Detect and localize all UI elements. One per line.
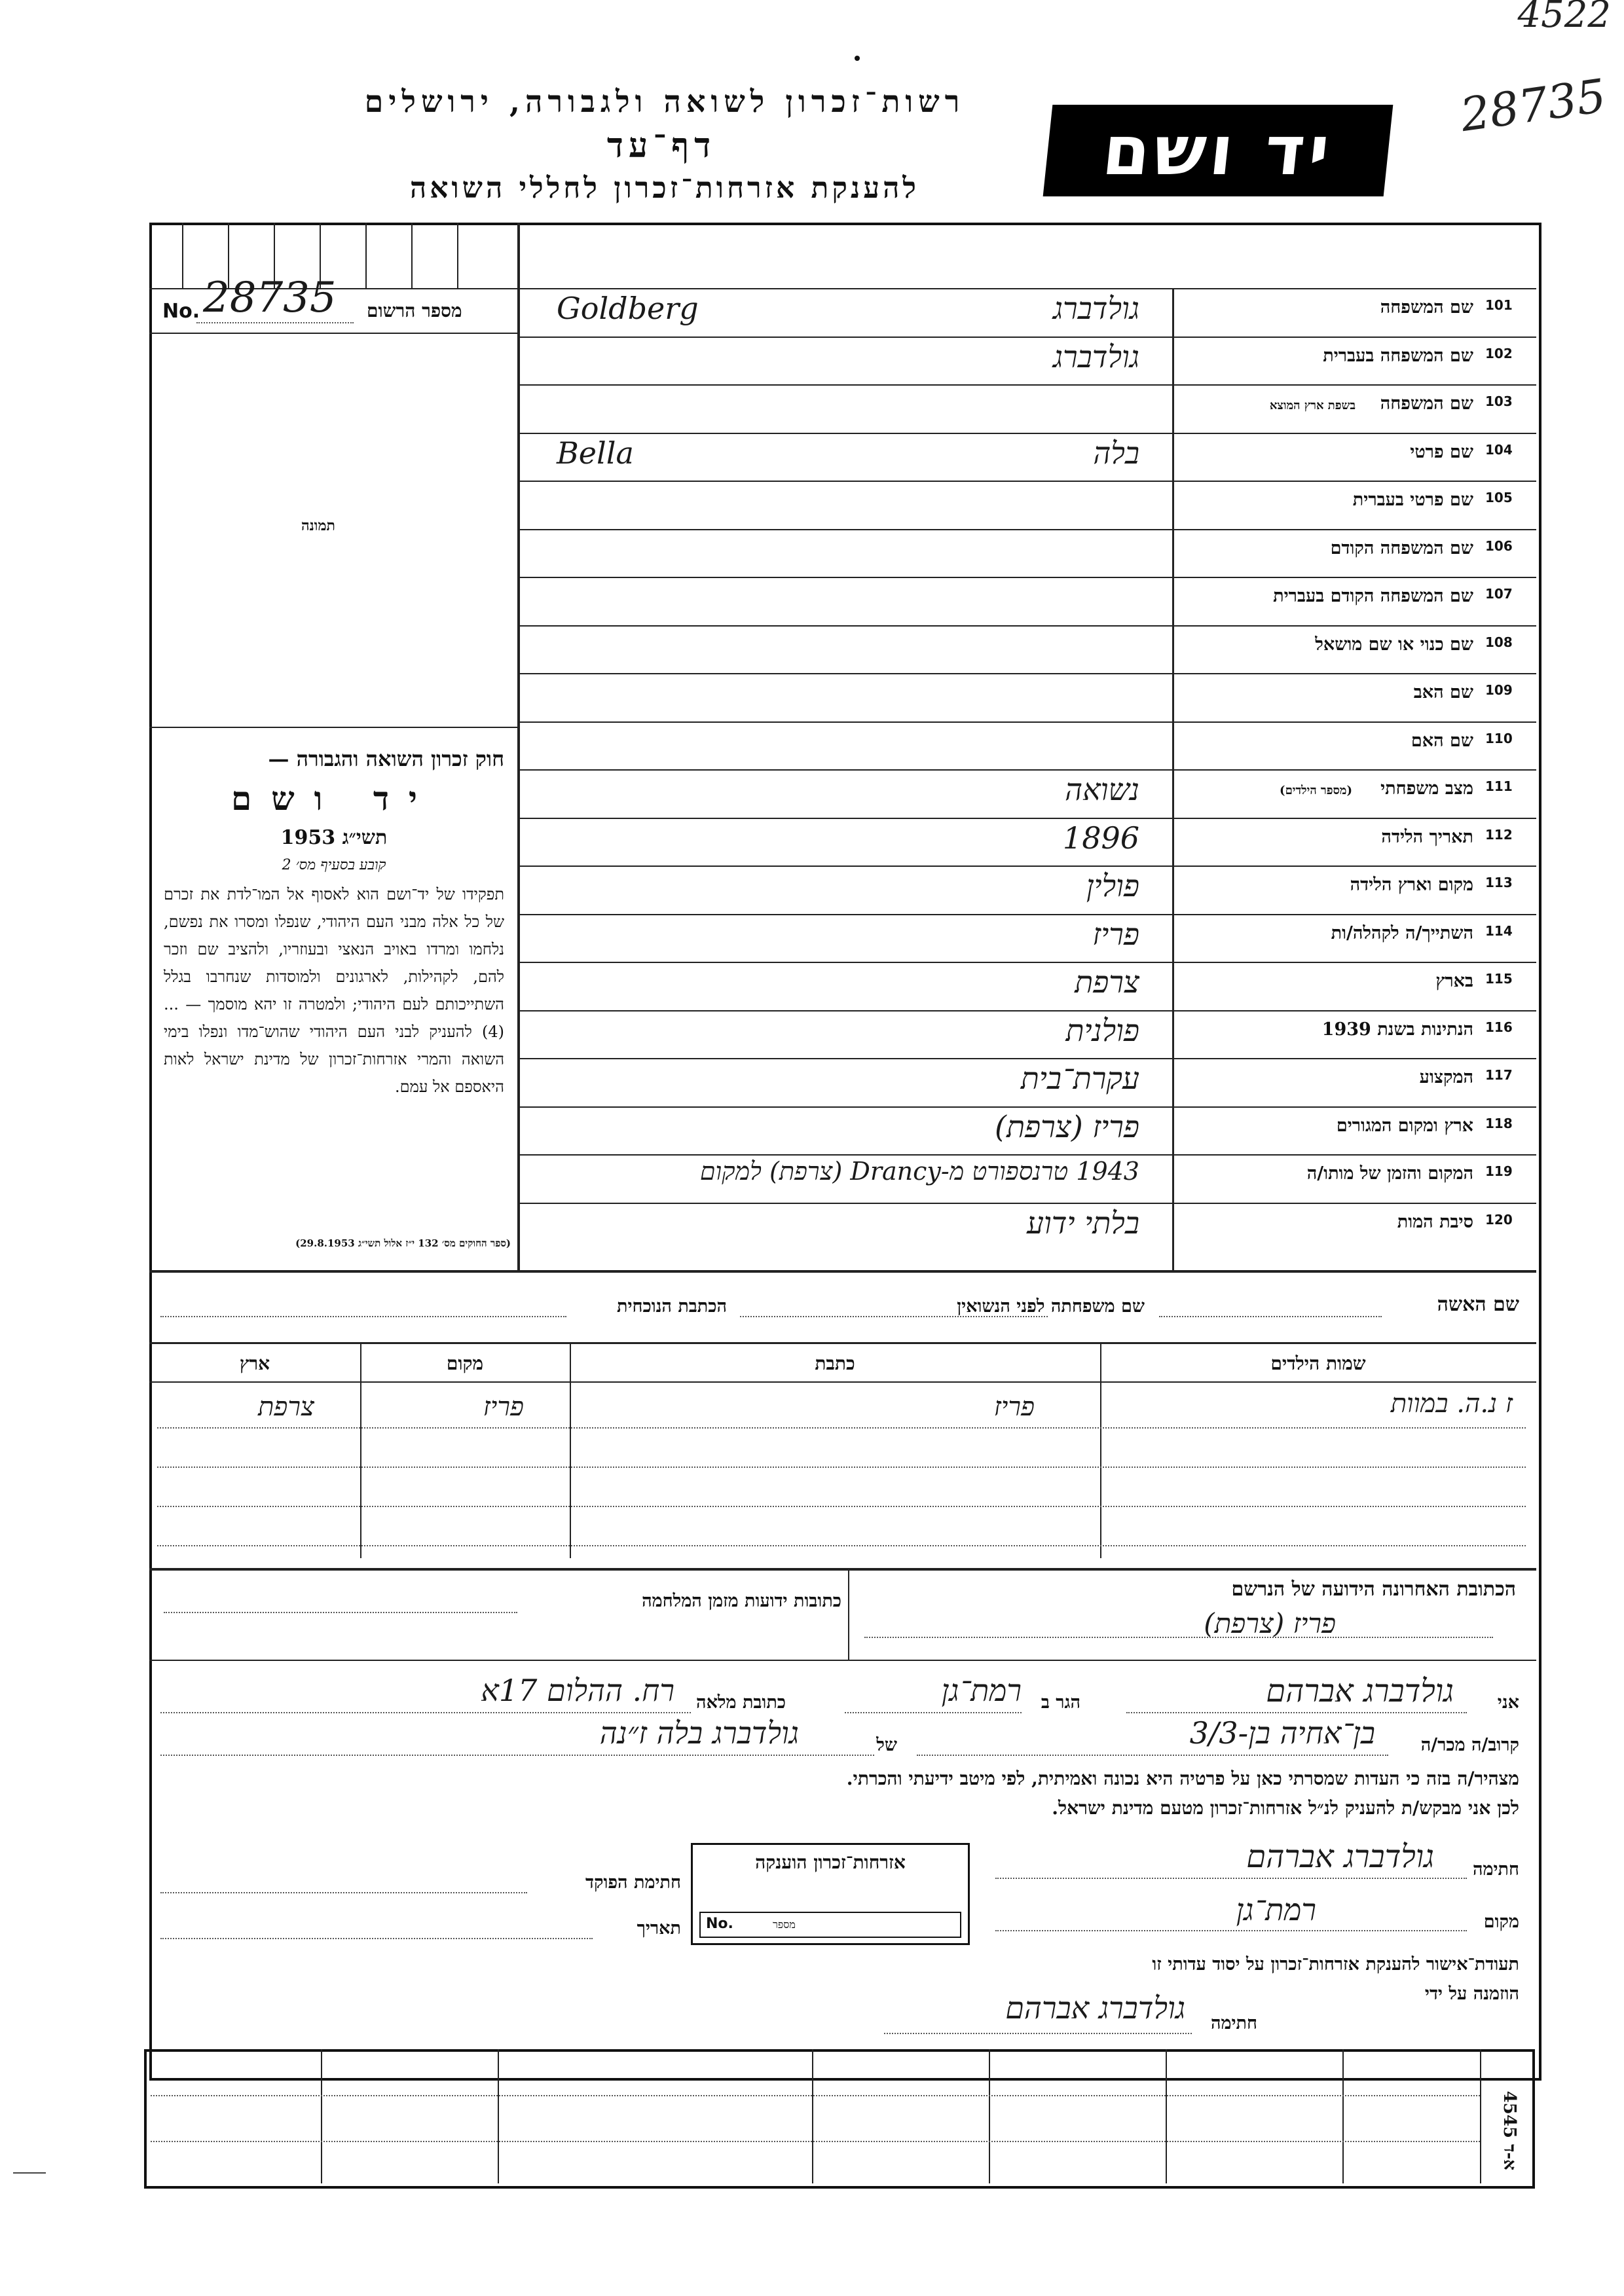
field-number: 104 bbox=[1485, 441, 1513, 458]
field-number: 112 bbox=[1485, 826, 1513, 843]
field-number: 120 bbox=[1485, 1211, 1513, 1228]
field-number: 109 bbox=[1485, 682, 1513, 698]
lives-in-value: רמת־גן bbox=[941, 1673, 1022, 1708]
official-signature-label: חתימת הפוקד bbox=[585, 1872, 681, 1893]
field-value-hebrew: גולדברג bbox=[1052, 338, 1139, 374]
yad-vashem-logo bbox=[1043, 105, 1393, 196]
field-number: 114 bbox=[1485, 922, 1513, 939]
field-value-hebrew: בלתי ידוע bbox=[1026, 1205, 1139, 1241]
field-label: המקצוע bbox=[1419, 1067, 1473, 1087]
child-place-value: פריז bbox=[483, 1392, 524, 1422]
children-header-country: ארץ bbox=[239, 1353, 270, 1374]
date-label: תאריך bbox=[637, 1918, 681, 1939]
field-label: שם כנוי או שם מושאל bbox=[1315, 634, 1473, 655]
current-address-label: הכתבת הנוכחית bbox=[616, 1296, 727, 1317]
declaration-statement-1: מצהיר/ה בזה כי העדות שמסרתי כאן על פרטיה היא נכונה ואמיתית, לפי מיטב ידיעתי והכרתי. bbox=[846, 1768, 1519, 1789]
field-label: שם האם bbox=[1411, 730, 1473, 751]
bottom-strip bbox=[144, 2049, 1535, 2189]
field-label: מקום וארץ הלידה bbox=[1350, 875, 1473, 895]
stamp-number-label: מספר bbox=[773, 1918, 796, 1931]
law-clause: קובע בסעיף מס׳ 2 bbox=[282, 857, 386, 873]
lives-in-label: הגר ב bbox=[1041, 1692, 1080, 1713]
field-value-hebrew: בלה bbox=[1093, 435, 1139, 471]
field-number: 118 bbox=[1485, 1115, 1513, 1131]
field-label-note: (מספר הילדים) bbox=[1280, 784, 1352, 797]
registry-number-label: מספר הרשום bbox=[367, 300, 462, 321]
field-number: 116 bbox=[1485, 1019, 1513, 1035]
child-address-value: פריז bbox=[993, 1392, 1035, 1422]
children-header-place: מקום bbox=[446, 1353, 484, 1374]
full-address-label: כתובת מלאה bbox=[696, 1692, 786, 1713]
signature-value: גולדברג אברהם bbox=[1246, 1838, 1434, 1875]
field-number: 111 bbox=[1485, 778, 1513, 794]
field-label: הנתינות בשנת 1939 bbox=[1321, 1019, 1473, 1040]
field-value-hebrew: פריז bbox=[1092, 916, 1139, 952]
field-label: שם פרטי bbox=[1410, 441, 1473, 462]
field-value-latin: Bella bbox=[557, 435, 634, 471]
second-signature-label: חתימה bbox=[1210, 2013, 1257, 2033]
last-address-value: פריז (צרפת) bbox=[1204, 1607, 1336, 1639]
law-year: תשי״ג 1953 bbox=[280, 826, 388, 849]
field-value-hebrew: נשואה bbox=[1065, 772, 1139, 807]
law-name: יד ושם bbox=[231, 779, 437, 818]
field-number: 108 bbox=[1485, 634, 1513, 650]
field-label: שם המשפחה bbox=[1380, 297, 1473, 318]
field-value-hebrew: פריז (צרפת) bbox=[995, 1108, 1139, 1144]
field-label: המקום והזמן של מותו/ה bbox=[1306, 1163, 1473, 1184]
child-country-value: צרפת bbox=[258, 1392, 314, 1422]
child-name-value: ז נ.ה. במוות bbox=[1390, 1389, 1513, 1419]
field-label: שם האב bbox=[1413, 682, 1473, 702]
field-value-hebrew: 1896 bbox=[1062, 820, 1139, 856]
field-label: סיבת המות bbox=[1397, 1211, 1473, 1232]
relative-label: קרוב/ה מכר/ה bbox=[1420, 1735, 1519, 1755]
second-signature-value: גולדברג אברהם bbox=[1005, 1990, 1185, 2026]
relative-value: בן־אחיה בן-3/3 bbox=[1189, 1715, 1375, 1751]
field-number: 106 bbox=[1485, 538, 1513, 554]
registry-number-value: 28735 bbox=[203, 274, 337, 322]
stamp-no-row bbox=[699, 1912, 961, 1938]
field-label: שם המשפחה בעברית bbox=[1323, 345, 1473, 366]
children-header-names: שמות הילדים bbox=[1270, 1353, 1366, 1374]
war-addresses-label: כתובות ידועות מזמן המלחמה bbox=[642, 1591, 841, 1611]
logo-text: יד ושם bbox=[1099, 111, 1337, 191]
declarant-label: אני bbox=[1497, 1692, 1519, 1713]
stamp-no-label: No. bbox=[706, 1916, 733, 1932]
field-number: 117 bbox=[1485, 1067, 1513, 1083]
margin-mark bbox=[13, 2172, 46, 2174]
field-number: 115 bbox=[1485, 971, 1513, 987]
photo-placeholder-label: תמונה bbox=[301, 517, 335, 534]
stamp-title: אזרחות־זכרון הוענקה bbox=[755, 1851, 906, 1873]
field-label: שם פרטי בעברית bbox=[1352, 490, 1473, 510]
of-value: גולדברג בלה ז״נה bbox=[599, 1715, 799, 1751]
last-address-label: הכתובת האחרונה הידועה של הנרשם bbox=[1231, 1578, 1516, 1601]
field-number: 102 bbox=[1485, 345, 1513, 361]
registry-no-prefix: No. bbox=[162, 300, 200, 323]
field-number: 113 bbox=[1485, 875, 1513, 890]
field-number: 105 bbox=[1485, 490, 1513, 505]
form-subtitle: להענקת אזרחות־זכרון לחללי השואה bbox=[409, 172, 919, 205]
declarant-name: גולדברג אברהם bbox=[1266, 1673, 1454, 1709]
field-number: 119 bbox=[1485, 1163, 1513, 1179]
field-label: השתייך/ה לקהלה/ות bbox=[1331, 922, 1473, 943]
field-label: תאריך הלידה bbox=[1381, 826, 1473, 847]
field-value-hebrew: פולנית bbox=[1065, 1012, 1139, 1048]
maiden-name-label: שם משפחתה לפני הנשואין bbox=[957, 1296, 1145, 1317]
field-label: שם המשפחה הקודם bbox=[1330, 538, 1473, 558]
form-code: א-ד 4545 bbox=[1500, 2090, 1519, 2170]
form-title: דף־עד bbox=[606, 126, 716, 166]
field-label: שם המשפחה הקודם בעברית bbox=[1273, 586, 1473, 606]
law-title: חוק זכרון השואה והגבורה — bbox=[268, 746, 504, 771]
law-text: תפקידו של יד־ושם הוא לאסוף אל המו־לדת את זכרם של כל אלה מבני העם היהודי, שנפלו ומסרו את נפשם, נלחמו ומרדו באויב הנאצי ובעוזריו, ולהציב שם וזכר להם, לקהילות, לארגונים ולמוסדות שנחרבו בגלל השתייכותם לעם היהודי; ולמטרה זו יהא מוסמך — ...(4) להעניק לבני העם היהודי שהוש־מדו ונפלו בימי השואה והמרי אזרחות־זכרון של מדינת ישראל לאות היאספם אל עמם. bbox=[164, 885, 504, 1096]
field-number: 107 bbox=[1485, 586, 1513, 602]
corner-number: 4522 bbox=[1517, 0, 1611, 36]
citizenship-stamp-box bbox=[691, 1843, 970, 1945]
place-value: רמת־גן bbox=[1236, 1892, 1316, 1927]
field-number: 110 bbox=[1485, 730, 1513, 746]
field-label: בארץ bbox=[1435, 971, 1473, 991]
field-label: מצב משפחתי bbox=[1380, 778, 1473, 799]
place-label: מקום bbox=[1483, 1912, 1519, 1932]
field-value-hebrew: פולין bbox=[1086, 868, 1139, 903]
signature-label: חתימה bbox=[1472, 1859, 1519, 1880]
field-value-hebrew: 1943 טרנספורט מ-Drancy (צרפת) למקום bbox=[699, 1157, 1139, 1186]
handwritten-registry-number: 28735 bbox=[1457, 68, 1610, 143]
law-source: (ספר החוקים מס׳ 132 י״ז אלול תשי״ג 29.8.1953) bbox=[295, 1237, 511, 1249]
field-value-latin: Goldberg bbox=[557, 291, 699, 326]
field-label: שם המשפחה bbox=[1380, 393, 1473, 414]
field-label-note: בשפת ארץ המוצא bbox=[1269, 399, 1356, 412]
of-label: של bbox=[876, 1735, 897, 1755]
certificate-text: תעודת־אישור להענקת אזרחות־זכרון על יסוד עדותי זו bbox=[1152, 1954, 1519, 1975]
field-value-hebrew: צרפת bbox=[1075, 964, 1139, 1000]
institution-name: רשות־זכרון לשואה ולגבורה, ירושלים bbox=[364, 84, 965, 119]
full-address-value: רח. ההלום 17א bbox=[481, 1673, 674, 1708]
wife-label: שם האשה bbox=[1437, 1293, 1519, 1316]
field-label: ארץ ומקום המגורים bbox=[1336, 1115, 1473, 1136]
children-header-address: כתבת bbox=[815, 1353, 855, 1374]
ordered-by-label: הוזמנה על ידי bbox=[1424, 1984, 1519, 2004]
dot-mark bbox=[855, 56, 860, 61]
field-number: 101 bbox=[1485, 297, 1513, 313]
field-value-hebrew: גולדברג bbox=[1052, 291, 1139, 326]
declaration-statement-2: לכן אני מבקש/ת להעניק לנ״ל אזרחות־זכרון מטעם מדינת ישראל. bbox=[1052, 1797, 1519, 1819]
field-number: 103 bbox=[1485, 393, 1513, 409]
field-value-hebrew: עקרת־בית bbox=[1020, 1061, 1139, 1096]
